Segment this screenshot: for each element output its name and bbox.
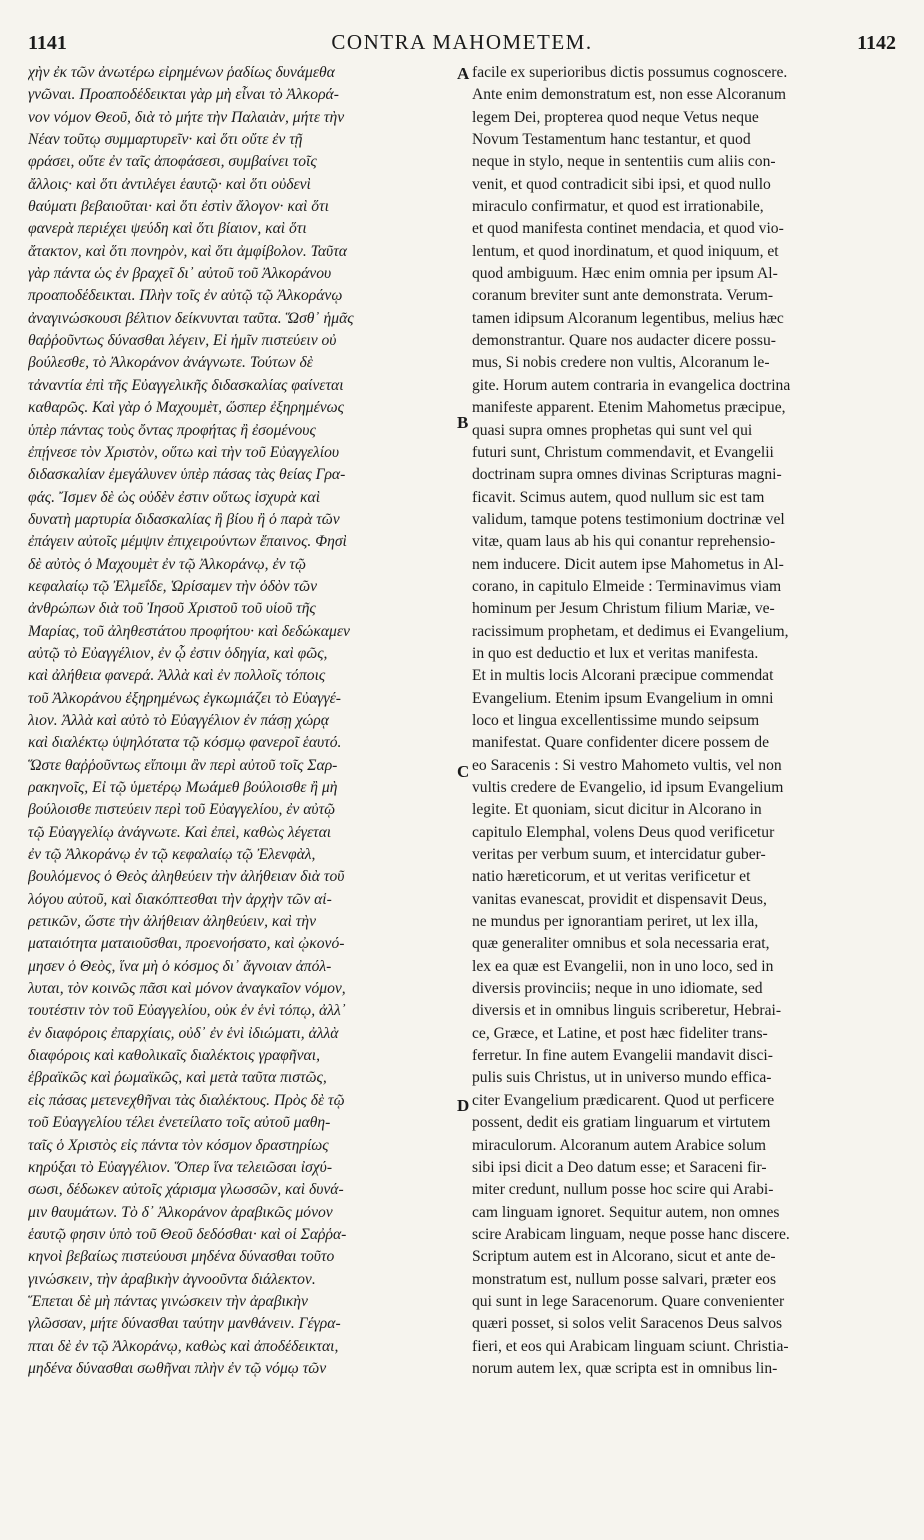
greek-text-line: νον νόμον Θεοῦ, διὰ τὸ μήτε τὴν Παλαιὰν, μήτε τὴν bbox=[28, 108, 345, 126]
greek-text-line: γλῶσσαν, μήτε δύνασθαι ταύτην μανθάνειν. Γέγρα- bbox=[28, 1315, 341, 1333]
greek-text-line: ἑβραϊκῶς καὶ ῥωμαϊκῶς, καὶ μετὰ ταῦτα πιστῶς, bbox=[28, 1069, 327, 1087]
greek-text-line: πται δὲ ἐν τῷ Ἀλκοράνῳ, καθὼς καὶ ἀποδέδεικται, bbox=[28, 1337, 339, 1355]
greek-text-line: ἀναγινώσκουσι βέλτιον δείκνυνται ταῦτα. Ὥσθ᾿ ἡμᾶς bbox=[28, 309, 354, 327]
latin-text-line: possent, dedit eis gratiam linguarum et virtutem bbox=[472, 1114, 771, 1132]
latin-text-line: hominum per Jesum Christum filium Mariæ, ve- bbox=[472, 600, 775, 618]
greek-text-line: μιν θαυμάτων. Τὸ δ᾿ Ἀλκοράνον ἀραβικῶς μόνον bbox=[28, 1203, 333, 1221]
latin-text-line: sibi ipsi dicit a Deo datum esse; et Saraceni fir- bbox=[472, 1158, 767, 1176]
greek-text-line: τἀναντία ἐπὶ τῆς Εὐαγγελικῆς διδασκαλίας φαίνεται bbox=[28, 376, 344, 394]
greek-text-line: εἰς πάσας μετενεχθῆναι τὰς διαλέκτους. Πρὸς δὲ τῷ bbox=[28, 1091, 345, 1109]
latin-text-line: doctrinam supra omnes divinas Scripturas magni- bbox=[472, 466, 782, 484]
greek-text-line: λυται, τὸν κοινῶς πᾶσι καὶ μόνον ἀναγκαῖον νόμον, bbox=[28, 980, 346, 998]
greek-text-line: καθαρῶς. Καὶ γὰρ ὁ Μαχουμὲτ, ὥσπερ ἐξηρημένως bbox=[28, 399, 344, 417]
greek-text-line: ρετικῶν, ὥστε τὴν ἀλήθειαν ἀληθεύειν, καὶ τὴν bbox=[28, 913, 317, 931]
latin-text-line: ne mundus per ignorantiam periret, ut lex illa, bbox=[472, 913, 759, 931]
greek-text-line: ἄτακτον, καὶ ὅτι πονηρὸν, καὶ ὅτι ἀμφίβολον. Ταῦτα bbox=[28, 242, 347, 260]
greek-text-line: κηρύξαι τὸ Εὐαγγέλιον. Ὅπερ ἵνα τελειῶσαι ἰσχύ- bbox=[28, 1158, 333, 1176]
latin-text-line: racissimum prophetam, et dedimus ei Evangelium, bbox=[472, 622, 789, 640]
latin-text-line: fieri, et eos qui Arabicam linguam sciunt. Christia- bbox=[472, 1337, 789, 1355]
latin-text-line: pulis suis Christus, ut in universo mundo effica- bbox=[472, 1069, 772, 1087]
greek-text-line: ἐπάγειν αὐτοῖς μέμψιν ἐπιχειρούντων ἔπαινος. Φησὶ bbox=[28, 533, 347, 551]
latin-text-line: norum autem lex, quæ scripta est in omnibus lin- bbox=[472, 1359, 778, 1377]
greek-text-line: διαφόροις καὶ καθολικαῖς διαλέκτοις γραφῆναι, bbox=[28, 1047, 320, 1065]
greek-text-column bbox=[28, 62, 458, 1380]
greek-text-line: κεφαλαίῳ τῷ Ἐλμεΐδε, Ὡρίσαμεν τὴν ὁδὸν τῶν bbox=[28, 577, 318, 595]
greek-text-line: ταῖς ὁ Χριστὸς εἰς πάντα τὸν κόσμον δραστηρίως bbox=[28, 1136, 329, 1154]
greek-text-line: βουλόμενος ὁ Θεὸς ἀληθεύειν τὴν ἀλήθειαν διὰ τοῦ bbox=[28, 868, 345, 886]
latin-text-line: in quo est deductio et lux et veritas manifesta. bbox=[472, 644, 759, 662]
greek-text-line: ἑαυτῷ φησιν ὑπὸ τοῦ Θεοῦ δεδόσθαι· καὶ οἱ Σαῤῥα- bbox=[28, 1225, 347, 1243]
greek-text-line: θαῤῥοῦντως δύνασθαι λέγειν, Εἰ ἡμῖν πιστεύειν οὐ bbox=[28, 332, 337, 350]
latin-text-line: Evangelium. Etenim ipsum Evangelium in omni bbox=[472, 689, 774, 707]
latin-text-line: manifeste apparent. Etenim Mahometus præcipue, bbox=[472, 399, 786, 417]
section-marker-a: A bbox=[457, 64, 470, 83]
latin-text-line: quæri posset, si solos velit Saracenos Deus salvos bbox=[472, 1315, 783, 1333]
greek-text-line: προαποδέδεικται. Πλὴν τοῖς ἐν αὐτῷ τῷ Ἀλκοράνῳ bbox=[28, 287, 343, 305]
latin-text-line: neque in stylo, neque in sententiis cum aliis con- bbox=[472, 153, 776, 171]
greek-text-line: γινώσκειν, τὴν ἀραβικὴν ἀγνοοῦντα διάλεκτον. bbox=[28, 1270, 316, 1288]
section-marker-d: D bbox=[457, 1096, 470, 1115]
latin-text-line: Ante enim demonstratum est, non esse Alcoranum bbox=[472, 86, 786, 104]
greek-text-line: διδασκαλίαν ἐμεγάλυνεν ὑπὲρ πάσας τὰς θείας Γρα- bbox=[28, 466, 346, 484]
latin-text-line: citer Evangelium prædicarent. Quod ut perficere bbox=[472, 1091, 775, 1109]
greek-text-line: ἐν διαφόροις ἐπαρχίαις, οὐδ᾿ ἐν ἑνὶ ἰδιώματι, ἀλλὰ bbox=[28, 1024, 339, 1042]
latin-text-line: diversis et in omnibus linguis scriberetur, Hebrai- bbox=[472, 1002, 782, 1020]
greek-text-line: δὲ αὐτὸς ὁ Μαχουμὲτ ἐν τῷ Ἀλκοράνῳ, ἐν τῷ bbox=[28, 555, 307, 573]
latin-text-line: qui sunt in lege Saracenorum. Quare convenienter bbox=[472, 1292, 785, 1310]
greek-text-line: φανερὰ περιέχει ψεύδη καὶ ὅτι βίαιον, καὶ ὅτι bbox=[28, 220, 307, 238]
greek-text-line: θαύματι βεβαιοῦται· καὶ ὅτι ἐστὶν ἄλογον· καὶ ὅτι bbox=[28, 198, 329, 216]
latin-text-line: et quod manifesta continet mendacia, et quod vio- bbox=[472, 220, 784, 238]
latin-text-line: lentum, et quod inordinatum, et quod iniquum, et bbox=[472, 242, 779, 260]
greek-text-line: ἀνθρώπων διὰ τοῦ Ἰησοῦ Χριστοῦ τοῦ υἱοῦ τῆς bbox=[28, 600, 316, 618]
latin-text-line: mus, Si nobis credere non vultis, Alcoranum le- bbox=[472, 354, 770, 372]
greek-text-line: μησεν ὁ Θεὸς, ἵνα μὴ ὁ κόσμος δι᾿ ἄγνοιαν ἀπόλ- bbox=[28, 957, 332, 975]
greek-text-line: Ὥστε θαῤῥοῦντως εἴποιμι ἂν περὶ αὐτοῦ τοῖς Σαρ- bbox=[28, 756, 338, 774]
latin-text-line: facile ex superioribus dictis possumus cognoscere. bbox=[472, 64, 788, 81]
greek-text-line: βούλεσθε, τὸ Ἀλκοράνον ἀνάγνωτε. Τούτων δὲ bbox=[28, 354, 313, 372]
latin-text-line: ferretur. In fine autem Evangelii mandavit disci- bbox=[472, 1047, 773, 1065]
greek-text-line: καὶ ἀλήθεια φανερά. Ἀλλὰ καὶ ἐν πολλοῖς τόποις bbox=[28, 667, 326, 685]
greek-text-line: ὑπὲρ πάντας τοὺς ὄντας προφήτας ἢ ἐσομένους bbox=[28, 421, 316, 439]
running-title: CONTRA MAHOMETEM. bbox=[331, 30, 593, 54]
page-number-right: 1142 bbox=[857, 32, 896, 54]
latin-text-line: capitulo Elemphal, volens Deus quod verificetur bbox=[472, 823, 775, 841]
latin-text-line: miter credunt, nullum posse hoc scire qui Arabi- bbox=[472, 1181, 774, 1199]
greek-text-line: Μαρίας, τοῦ ἀληθεστάτου προφήτου· καὶ δεδώκαμεν bbox=[28, 622, 350, 640]
latin-text-line: diversis provinciis; neque in uno idiomate, sed bbox=[472, 980, 763, 998]
latin-text-line: legite. Et quoniam, sicut dicitur in Alcorano in bbox=[472, 801, 762, 819]
greek-text-line: γὰρ πάντα ὡς ἐν βραχεῖ δι᾿ αὐτοῦ τοῦ Ἀλκοράνου bbox=[28, 265, 332, 283]
latin-text-line: cam linguam ignoret. Sequitur autem, non omnes bbox=[472, 1203, 780, 1221]
latin-text-line: natio hæreticorum, et ut veritas verificetur et bbox=[472, 868, 751, 886]
greek-text-line: λόγου αὐτοῦ, καὶ διακόπτεσθαι τὴν ἀρχὴν τῶν αἱ- bbox=[28, 890, 332, 908]
greek-text-line: ρακηνοῖς, Εἰ τῷ ὑμετέρῳ Μωάμεθ βούλοισθε ἢ μὴ bbox=[28, 779, 338, 796]
greek-text-line: αὐτῷ τὸ Εὐαγγέλιον, ἐν ᾧ ἐστιν ὁδηγία, καὶ φῶς, bbox=[28, 644, 328, 662]
section-marker-b: B bbox=[457, 413, 469, 432]
latin-text-line: ce, Græce, et Latine, et post hæc fideliter trans- bbox=[472, 1024, 768, 1042]
latin-text-line: venit, et quod contradicit sibi ipsi, et quod nullo bbox=[472, 175, 771, 193]
latin-text-line: Scriptum autem est in Alcorano, sicut et ante de- bbox=[472, 1248, 776, 1266]
latin-text-line: vanitas evanescat, providit et dispensavit Deus, bbox=[472, 890, 767, 908]
greek-text-line: φράσει, οὔτε ἐν ταῖς ἀποφάσεσι, συμβαίνει τοῖς bbox=[28, 153, 317, 171]
greek-text-line: λιον. Ἀλλὰ καὶ αὐτὸ τὸ Εὐαγγέλιον ἐν πάσῃ χώρᾳ bbox=[28, 711, 329, 729]
greek-text-line: Ἕπεται δὲ μὴ πάντας γινώσκειν τὴν ἀραβικὴν bbox=[28, 1292, 308, 1310]
latin-text-line: quod ambiguum. Hæc enim omnia per ipsum Al- bbox=[472, 265, 778, 283]
greek-text-line: σωσι, δέδωκεν αὐτοῖς χάρισμα γλωσσῶν, καὶ δυνά- bbox=[28, 1181, 344, 1199]
latin-text-column bbox=[472, 62, 898, 1380]
latin-text-line: ficavit. Scimus autem, quod nullum sic est tam bbox=[472, 488, 765, 506]
section-marker-c: C bbox=[457, 762, 470, 781]
greek-text-line: βούλοισθε πιστεύειν περὶ τοῦ Εὐαγγελίου, ἐν αὐτῷ bbox=[28, 801, 336, 819]
latin-text-line: miraculorum. Alcoranum autem Arabice solum bbox=[472, 1136, 767, 1154]
greek-text-line: δυνατὴ μαρτυρία διδασκαλίας ἢ βίου ἢ ὁ παρὰ τῶν bbox=[28, 510, 340, 528]
running-header bbox=[28, 30, 896, 56]
greek-text-line: μηδένα δύνασθαι σωθῆναι πλὴν ἐν τῷ νόμῳ τῶν bbox=[28, 1359, 327, 1377]
greek-text-line: τῷ Εὐαγγελίῳ ἀνάγνωτε. Καὶ ἐπεὶ, καθὼς λέγεται bbox=[28, 823, 332, 841]
latin-text-line: veritas per verbum suum, et intercidatur guber- bbox=[472, 846, 766, 864]
latin-text-line: quasi supra omnes prophetas qui sunt vel qui bbox=[472, 421, 753, 439]
latin-text-line: lex ea quæ est Evangelii, non in uno loco, sed in bbox=[472, 957, 774, 975]
page-number-left: 1141 bbox=[28, 32, 67, 54]
latin-text-line: manifestat. Quare confidenter dicere possem de bbox=[472, 734, 770, 752]
greek-text-line: ματαιότητα ματαιοῦσθαι, προενοήσατο, καὶ ᾠκονό- bbox=[28, 935, 345, 953]
latin-text-line: loco et lingua excellentissime mundo seipsum bbox=[472, 711, 760, 729]
latin-text-line: vitæ, quam laus ab his qui conantur reprehensio- bbox=[472, 533, 776, 551]
greek-text-line: χὴν ἐκ τῶν ἀνωτέρω εἰρημένων ῥαδίως δυνάμεθα bbox=[28, 64, 335, 81]
latin-text-line: quæ generaliter omnibus et sola necessaria erat, bbox=[472, 935, 770, 953]
greek-text-line: καὶ διαλέκτῳ ὑψηλότατα τῷ κόσμῳ φανεροῖ ἑαυτό. bbox=[28, 734, 342, 752]
greek-text-line: τουτέστιν τὸν τοῦ Εὐαγγελίου, οὐκ ἐν ἑνὶ τόπῳ, ἀλλ᾿ bbox=[28, 1002, 346, 1020]
latin-text-line: demonstrantur. Quare nos audacter dicere possu- bbox=[472, 332, 776, 350]
greek-text-line: φάς. Ἴσμεν δὲ ὡς οὐδὲν ἐστιν οὕτως ἰσχυρὰ καὶ bbox=[28, 488, 321, 506]
latin-text-line: Et in multis locis Alcorani præcipue commendat bbox=[472, 667, 774, 685]
latin-text-line: futuri sunt, Christum commendavit, et Evangelii bbox=[472, 443, 774, 461]
latin-text-line: eo Saracenis : Si vestro Mahometo vultis, vel non bbox=[472, 756, 782, 774]
latin-text-line: nem inducere. Dicit autem ipse Mahometus in Al- bbox=[472, 555, 784, 573]
greek-text-line: κηνοὶ βεβαίως πιστεύουσι μηδένα δύνασθαι τοῦτο bbox=[28, 1248, 335, 1266]
latin-text-line: miraculo confirmatur, et quod est irrationabile, bbox=[472, 198, 764, 216]
latin-text-line: gite. Horum autem contraria in evangelica doctrina bbox=[472, 376, 791, 394]
greek-text-line: γνῶναι. Προαποδέδεικται γὰρ μὴ εἶναι τὸ Ἀλκορά- bbox=[28, 86, 339, 104]
latin-text-line: monstratum est, nullum posse salvari, præter eos bbox=[472, 1270, 777, 1288]
latin-text-line: validum, tamque potens testimonium doctrinæ vel bbox=[472, 510, 785, 528]
greek-text-line: ἐπῄνεσε τὸν Χριστὸν, οὕτω καὶ τὴν τοῦ Εὐαγγελίου bbox=[28, 443, 340, 461]
latin-text-line: legem Dei, propterea quod neque Vetus neque bbox=[472, 108, 759, 126]
greek-text-line: ἐν τῷ Ἀλκοράνῳ ἐν τῷ κεφαλαίῳ τῷ Ἐλενφὰλ, bbox=[28, 846, 316, 864]
latin-text-line: Novum Testamentum hanc testantur, et quod bbox=[472, 131, 751, 149]
latin-text-line: vultis credere de Evangelio, id ipsum Evangelium bbox=[472, 779, 784, 796]
latin-text-line: coranum breviter sunt ante demonstrata. Verum- bbox=[472, 287, 774, 305]
latin-text-line: corano, in capitulo Elmeide : Terminavimus viam bbox=[472, 577, 782, 595]
latin-text-line: tamen idipsum Alcoranum legentibus, melius hæc bbox=[472, 309, 784, 327]
greek-text-line: τοῦ Εὐαγγελίου τέλει ἐνετείλατο τοῖς αὐτοῦ μαθη- bbox=[28, 1114, 331, 1132]
greek-text-line: Νέαν τοῦτῳ συμμαρτυρεῖν· καὶ ὅτι οὔτε ἐν τῇ bbox=[28, 131, 303, 149]
greek-text-line: τοῦ Ἀλκοράνου ἐξηρημένως ἐγκωμιάζει τὸ Εὐαγγέ- bbox=[28, 689, 341, 707]
greek-text-line: ἄλλοις· καὶ ὅτι ἀντιλέγει ἑαυτῷ· καὶ ὅτι οὐδενὶ bbox=[28, 175, 311, 193]
latin-text-line: scire Arabicam linguam, neque posse hanc discere. bbox=[472, 1225, 790, 1243]
